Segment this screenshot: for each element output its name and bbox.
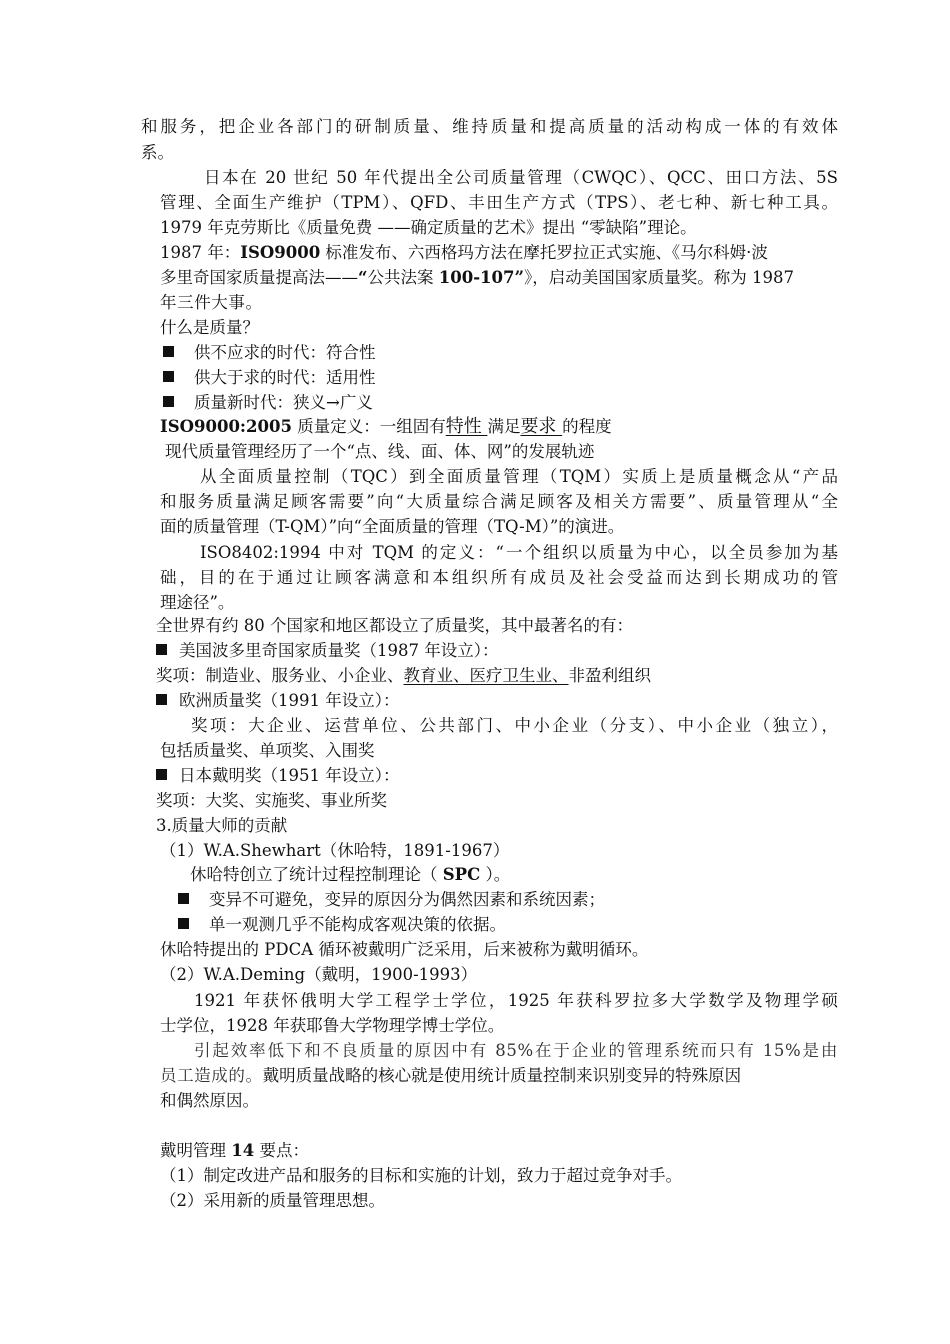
paragraph-line: 1921 年获怀俄明大学工程学士学位，1925 年获科罗拉多大学数学及物理学硕	[194, 991, 838, 1010]
award-heading	[156, 763, 400, 788]
bullet-item	[178, 912, 506, 937]
text-run-bold: 100-107”	[438, 268, 524, 287]
text-run: 公共法案	[367, 268, 439, 287]
paragraph-line: 管理、全面生产维护（TPM）、QFD、丰田生产方式（TPS）、老七种、新七种工具。	[160, 193, 838, 212]
paragraph-line: （1）W.A.Shewhart（休哈特，1891-1967）	[160, 841, 510, 860]
paragraph-line: 面的质量管理（T-QM）”向“全面质量的管理（TQ-M）”的演进。	[160, 517, 625, 536]
square-bullet-icon	[178, 893, 189, 904]
paragraph-line	[160, 414, 612, 439]
square-bullet-icon	[163, 371, 174, 382]
paragraph-line: 日本在 20 世纪 50 年代提出全公司质量管理（CWQC）、QCC、田口方法、5S	[204, 168, 838, 187]
paragraph-line: 全世界有约 80 个国家和地区都设立了质量奖，其中最著名的有：	[156, 616, 633, 635]
text-run-bold: ISO9000:2005	[160, 417, 292, 436]
text-run-bold: “	[358, 268, 368, 287]
text-run: 戴明管理	[160, 1141, 232, 1160]
award-title: 美国波多里奇国家质量奖（1987 年设立）：	[179, 641, 499, 660]
text-run: 戴明质量战略的核心就是使用统计质量控制来识别变异的特殊原因	[262, 1066, 742, 1085]
paragraph-line: 系。	[141, 143, 174, 162]
paragraph-line: 现代质量管理经历了一个“点、线、面、体、网”的发展轨迹	[165, 442, 595, 461]
paragraph-line: 从全面质量控制（TQC）到全面质量管理（TQM）实质上是质量概念从“产品	[200, 467, 838, 486]
bullet-item	[178, 887, 605, 912]
square-bullet-icon	[156, 644, 167, 655]
award-title: 日本戴明奖（1951 年设立）：	[179, 766, 400, 785]
paragraph-line: 休哈特提出的 PDCA 循环被戴明广泛采用，后来被称为戴明循环。	[160, 940, 649, 959]
text-run: 非盈利组织	[568, 666, 651, 685]
paragraph-line: ISO8402:1994 中对 TQM 的定义：“一个组织以质量为中心，以全员参加为基	[200, 543, 838, 562]
award-title: 欧洲质量奖（1991 年设立）：	[179, 691, 400, 710]
paragraph-line: （1）制定改进产品和服务的目标和实施的计划，致力于超过竞争对手。	[160, 1166, 682, 1185]
paragraph-line: 1979 年克劳斯比《质量免费 ——确定质量的艺术》提出 “零缺陷”理论。	[160, 218, 697, 237]
text-run: 标准发布、六西格玛方法在摩托罗拉正式实施、《马尔科姆·波	[320, 243, 768, 262]
bullet-text: 供不应求的时代：符合性	[194, 343, 376, 362]
paragraph-line: 奖项：大企业、运营单位、公共部门、中小企业（分支）、中小企业（独立），	[191, 716, 838, 735]
text-run: 多里奇国家质量提高法——	[160, 268, 358, 287]
text-run: 员工造成的。	[160, 1066, 263, 1085]
paragraph-line: 包括质量奖、单项奖、入围奖	[160, 741, 375, 760]
paragraph-line: 年三件大事。	[160, 293, 263, 312]
paragraph-line	[160, 1063, 741, 1088]
text-run-bold: SPC	[442, 865, 481, 884]
section-heading: 3.质量大师的贡献	[156, 816, 288, 835]
text-run-bold: 14	[231, 1141, 255, 1160]
text-run: 休哈特创立了统计过程控制理论（	[190, 865, 443, 884]
bullet-text: 单一观测几乎不能构成客观决策的依据。	[209, 915, 506, 934]
paragraph-line	[160, 1138, 309, 1163]
award-heading	[156, 688, 400, 713]
paragraph-line: 础，目的在于通过让顾客满意和本组织所有成员及社会受益而达到长期成功的管	[160, 568, 838, 587]
bullet-item	[163, 390, 373, 415]
paragraph-line: 什么是质量？	[160, 318, 259, 337]
text-run-underlined: 教育业、医疗卫生业、	[403, 666, 569, 685]
text-run: 的程度	[562, 417, 612, 436]
bullet-text: 供大于求的时代：适用性	[194, 368, 376, 387]
text-run: 奖项：制造业、服务业、小企业、	[156, 666, 404, 685]
paragraph-line: 和服务质量满足顾客需要”向“大质量综合满足顾客及相关方需要”、质量管理从“全	[160, 492, 838, 511]
square-bullet-icon	[156, 694, 167, 705]
text-run-bold: ISO9000	[240, 243, 321, 262]
text-run: 》，启动美国国家质量奖。称为 1987	[523, 268, 794, 287]
square-bullet-icon	[163, 346, 174, 357]
text-run: 满足	[487, 417, 521, 436]
square-bullet-icon	[163, 396, 174, 407]
text-run-underlined: 特性	[445, 416, 488, 437]
paragraph-line: （2）采用新的质量管理思想。	[160, 1191, 385, 1210]
square-bullet-icon	[178, 918, 189, 929]
paragraph-line: 士学位，1928 年获耶鲁大学物理学博士学位。	[160, 1016, 505, 1035]
bullet-item	[163, 365, 376, 390]
award-heading	[156, 638, 499, 663]
text-run-underlined: 要求	[520, 416, 563, 437]
paragraph-line: （2）W.A.Deming（戴明，1900-1993）	[160, 965, 478, 984]
paragraph-line: 奖项：大奖、实施奖、事业所奖	[156, 791, 387, 810]
paragraph-line	[160, 240, 768, 265]
square-bullet-icon	[156, 769, 167, 780]
paragraph-line: 引起效率低下和不良质量的原因中有 85%在于企业的管理系统而只有 15%是由	[194, 1041, 838, 1060]
paragraph-line: 理途径”。	[160, 593, 235, 612]
text-run: 质量定义：一组固有	[291, 417, 446, 436]
text-run: 1987 年：	[160, 243, 241, 262]
paragraph-line: 和偶然原因。	[160, 1091, 259, 1110]
paragraph-line	[190, 862, 510, 887]
paragraph-line	[160, 265, 794, 290]
text-run: ）。	[480, 865, 511, 884]
paragraph-line	[156, 663, 651, 688]
bullet-item	[163, 340, 376, 365]
paragraph-line: 和服务，把企业各部门的研制质量、维持质量和提高质量的活动构成一体的有效体	[141, 117, 838, 136]
bullet-text: 变异不可避免，变异的原因分为偶然因素和系统因素；	[209, 890, 605, 909]
text-run: 要点：	[254, 1141, 309, 1160]
bullet-text: 质量新时代：狭义→广义	[194, 393, 373, 412]
